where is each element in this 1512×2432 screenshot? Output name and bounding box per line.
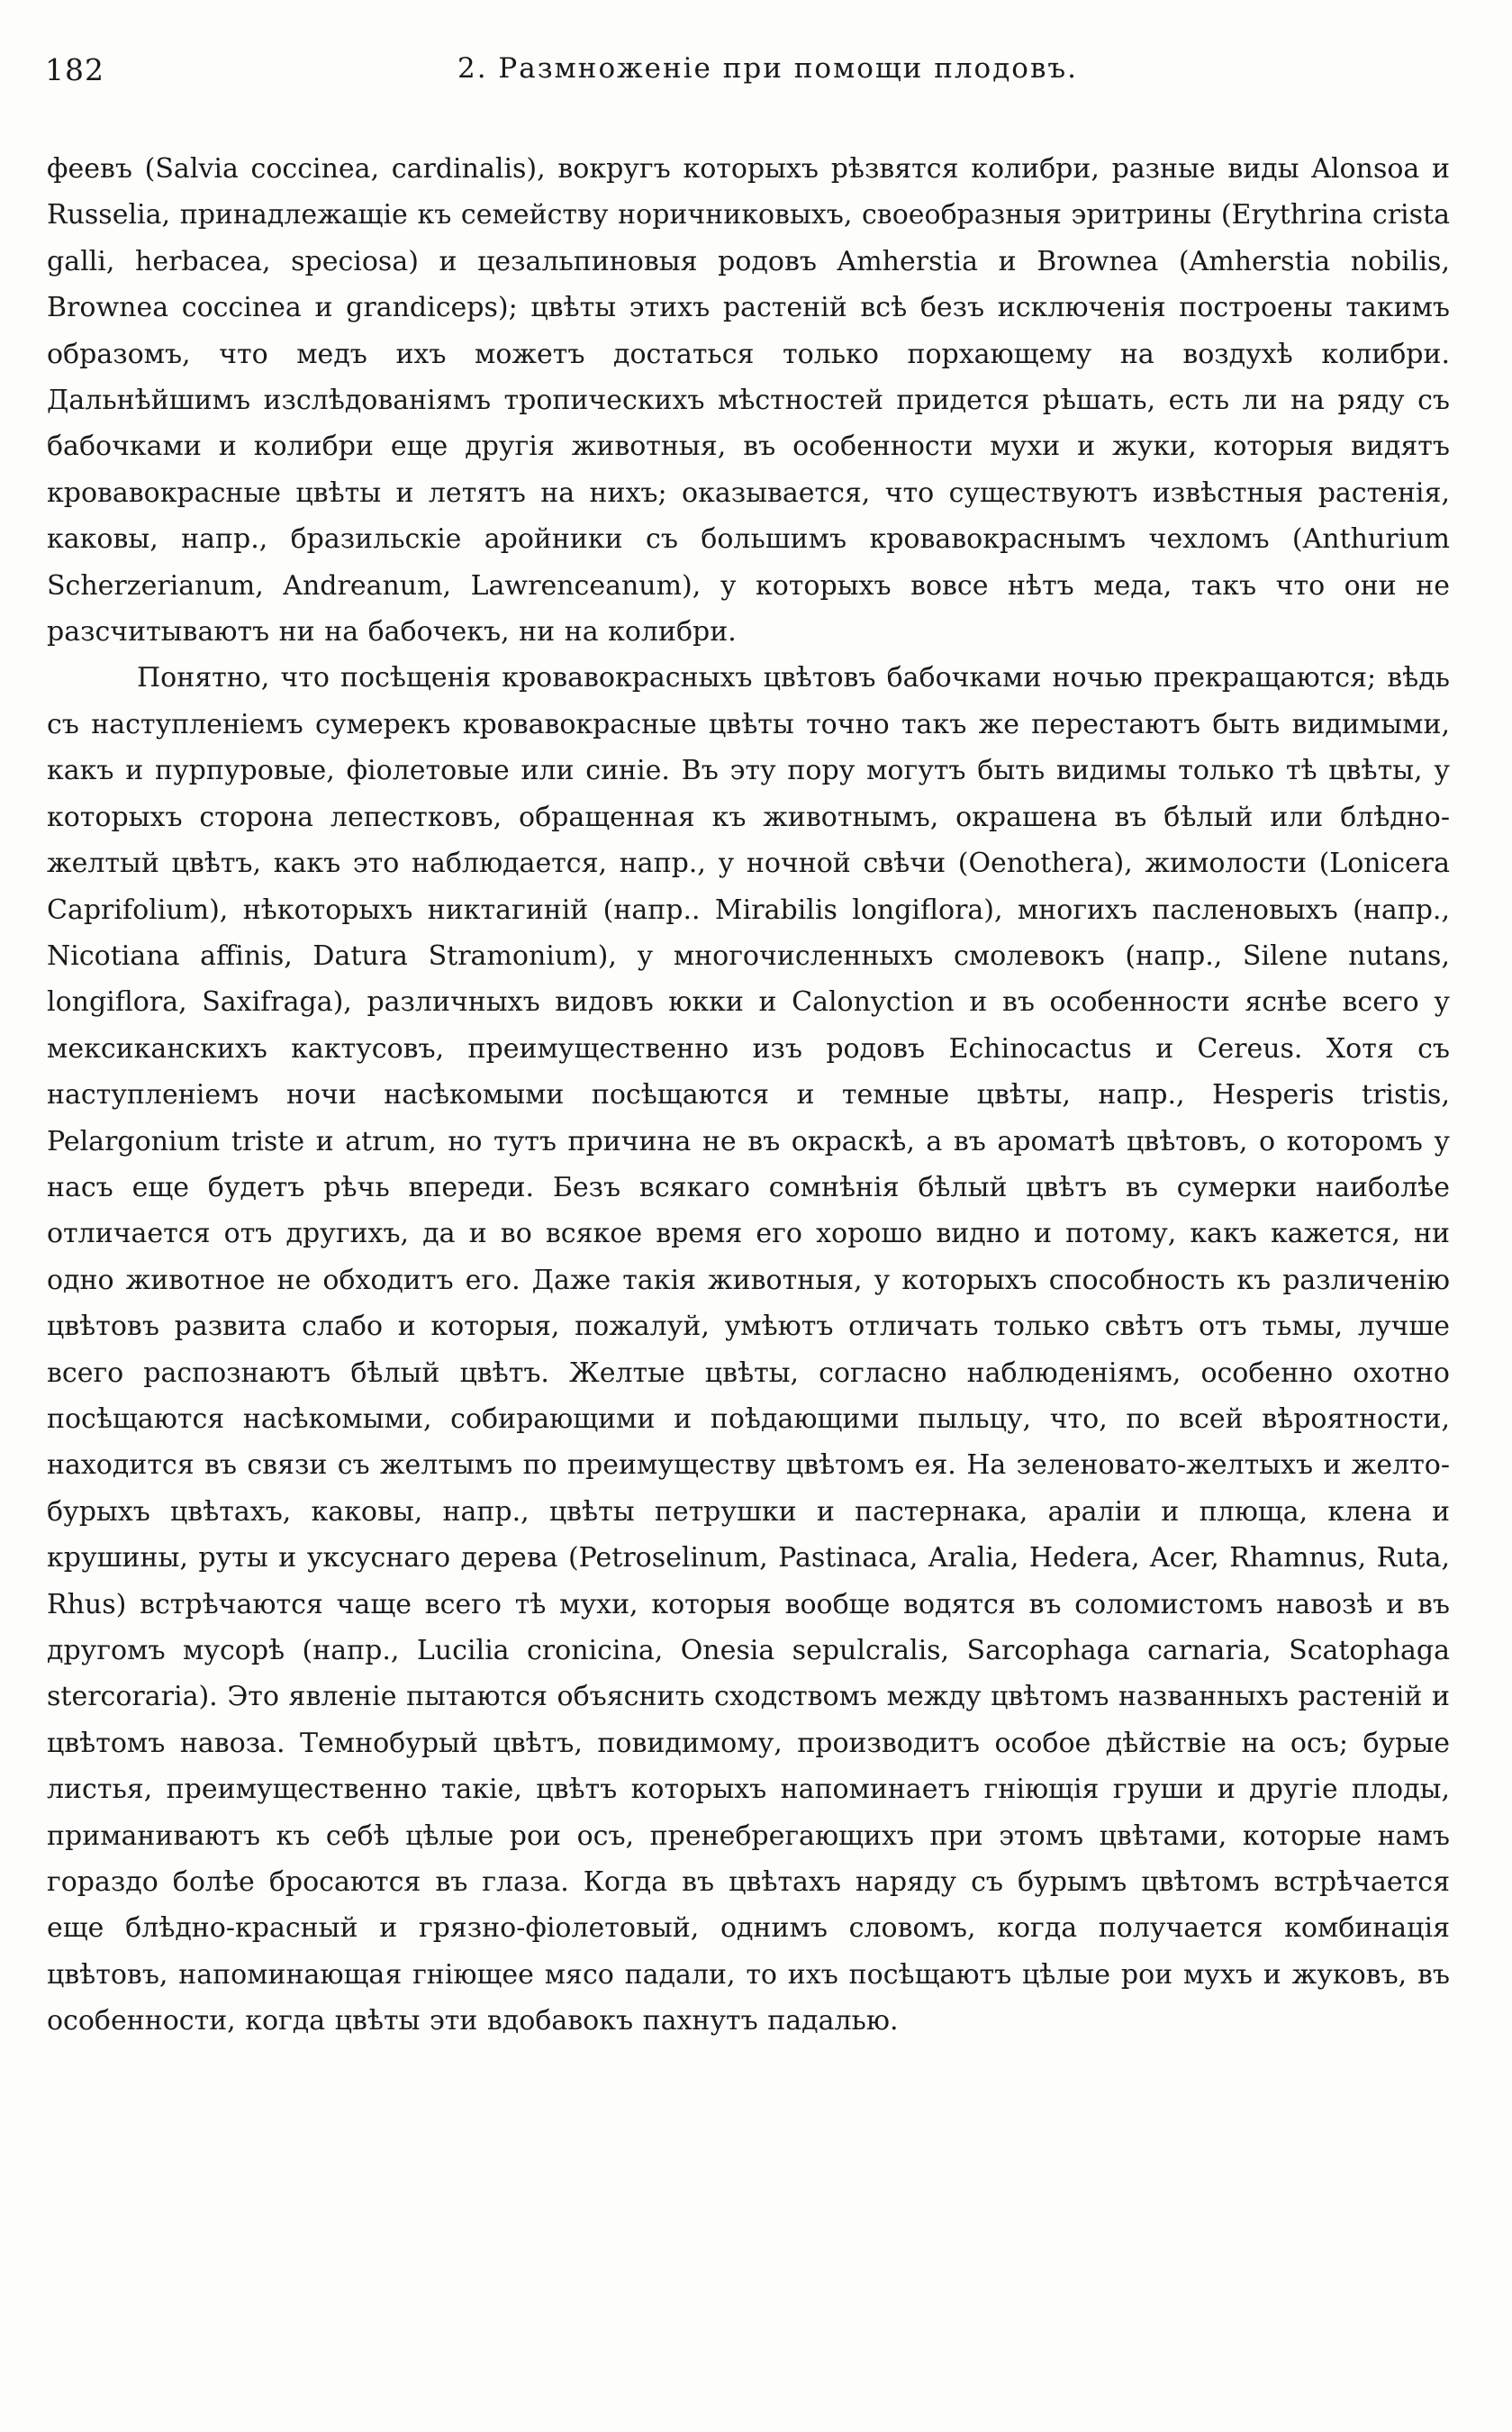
paragraph-1: феевъ (Salvia coccinea, cardinalis), вокругъ которыхъ рѣзвятся колибри, разные виды Alonsoa и Russelia, принадлежащіе къ семейству норичниковыхъ, своеобразныя эритрины (Erythrina crista galli, herbacea, speciosa) и цезальпиновыя родовъ Amherstia и Brownea (Amherstia nobilis, Brownea coccinea и grandiceps); цвѣты этихъ растеній всѣ безъ исключенія построены такимъ образомъ, что медъ ихъ можетъ достаться только порхающему на воздухѣ колибри. Дальнѣйшимъ изслѣдованіямъ тропическихъ мѣстностей придется рѣшать, есть ли на ряду съ бабочками и колибри еще другія животныя, въ особенности мухи и жуки, которыя видятъ кровавокрасные цвѣты и летятъ на нихъ; оказывается, что существуютъ извѣстныя растенія, каковы, напр., бразильскіе аройники съ большимъ кровавокраснымъ чехломъ (Anthurium Scherzerianum, Andreanum, Lawrenceanum), у которыхъ вовсе нѣтъ меда, такъ что они не разсчитываютъ ни на бабочекъ, ни на колибри. bbox=[47, 153, 1450, 649]
paragraph-2: Понятно, что посѣщенія кровавокрасныхъ цвѣтовъ бабочками ночью прекращаются; вѣдь съ наступленіемъ сумерекъ кровавокрасные цвѣты точно такъ же перестаютъ быть видимыми, какъ и пурпуровые, фіолетовые или синіе. Въ эту пору могутъ быть видимы только тѣ цвѣты, у которыхъ сторона лепестковъ, обращенная къ животнымъ, окрашена въ бѣлый или блѣдно-желтый цвѣтъ, какъ это наблюдается, напр., у ночной свѣчи (Oenothera), жимолости (Lonicera Caprifolium), нѣкоторыхъ никтагиній (напр.. Mirabilis longiflora), многихъ пасленовыхъ (напр., Nicotiana affinis, Datura Stramonium), у многочисленныхъ смолевокъ (напр., Silene nutans, longiflora, Saxifraga), различныхъ видовъ юкки и Calonyction и въ особенности яснѣе всего у мексиканскихъ кактусовъ, преимущественно изъ родовъ Echinocactus и Cereus. Хотя съ наступленіемъ ночи насѣкомыми посѣщаются и темные цвѣты, напр., Hesperis tristis, Pelargonium triste и atrum, но тутъ причина не въ окраскѣ, а въ ароматѣ цвѣтовъ, о которомъ у насъ еще будетъ рѣчь впереди. Безъ всякаго сомнѣнія бѣлый цвѣтъ въ сумерки наиболѣе отличается отъ другихъ, да и во всякое время его хорошо видно и потому, какъ кажется, ни одно животное не обходитъ его. Даже такія животныя, у которыхъ способность къ различенію цвѣтовъ развита слабо и которыя, пожалуй, умѣютъ отличать только свѣтъ отъ тьмы, лучше всего распознаютъ бѣлый цвѣтъ. Желтые цвѣты, согласно наблюденіямъ, особенно охотно посѣщаются насѣкомыми, собирающими и поѣдающими пыльцу, что, по всей вѣроятности, находится въ связи съ желтымъ по преимуществу цвѣтомъ ея. На зеленовато-желтыхъ и желто-бурыхъ цвѣтахъ, каковы, напр., цвѣты петрушки и пастернака, араліи и плюща, клена и крушины, руты и уксуснаго дерева (Petroselinum, Pastinaca, Aralia, Hedera, Acer, Rhamnus, Ruta, Rhus) встрѣчаются чаще всего тѣ мухи, которыя вообще водятся въ соломистомъ навозѣ и въ другомъ мусорѣ (напр., Lucilia cronicina, Onesia sepulcralis, Sarcophaga carnaria, Scatophaga stercoraria). Это явленіе пытаются объяснить сходствомъ между цвѣтомъ названныхъ растеній и цвѣтомъ навоза. Темнобурый цвѣтъ, повидимому, производитъ особое дѣйствіе на осъ; бурые листья, преимущественно такіе, цвѣтъ которыхъ напоминаетъ гніющія груши и другіе плоды, приманиваютъ къ себѣ цѣлые рои осъ, пренебрегающихъ при этомъ цвѣтами, которые намъ гораздо болѣе бросаются въ глаза. Когда въ цвѣтахъ наряду съ бурымъ цвѣтомъ встрѣчается еще блѣдно-красный и грязно-фіолетовый, однимъ словомъ, когда получается комбинація цвѣтовъ, напоминающая гніющее мясо падали, то ихъ посѣщаютъ цѣлые рои мухъ и жуковъ, въ особенности, когда цвѣты эти вдобавокъ пахнутъ падалью. bbox=[47, 662, 1450, 2037]
page-header bbox=[45, 52, 1454, 97]
page-body bbox=[47, 146, 1450, 2045]
running-title: 2. Размноженіе при помощи плодовъ. bbox=[457, 52, 1078, 85]
page-number: 182 bbox=[45, 52, 104, 87]
